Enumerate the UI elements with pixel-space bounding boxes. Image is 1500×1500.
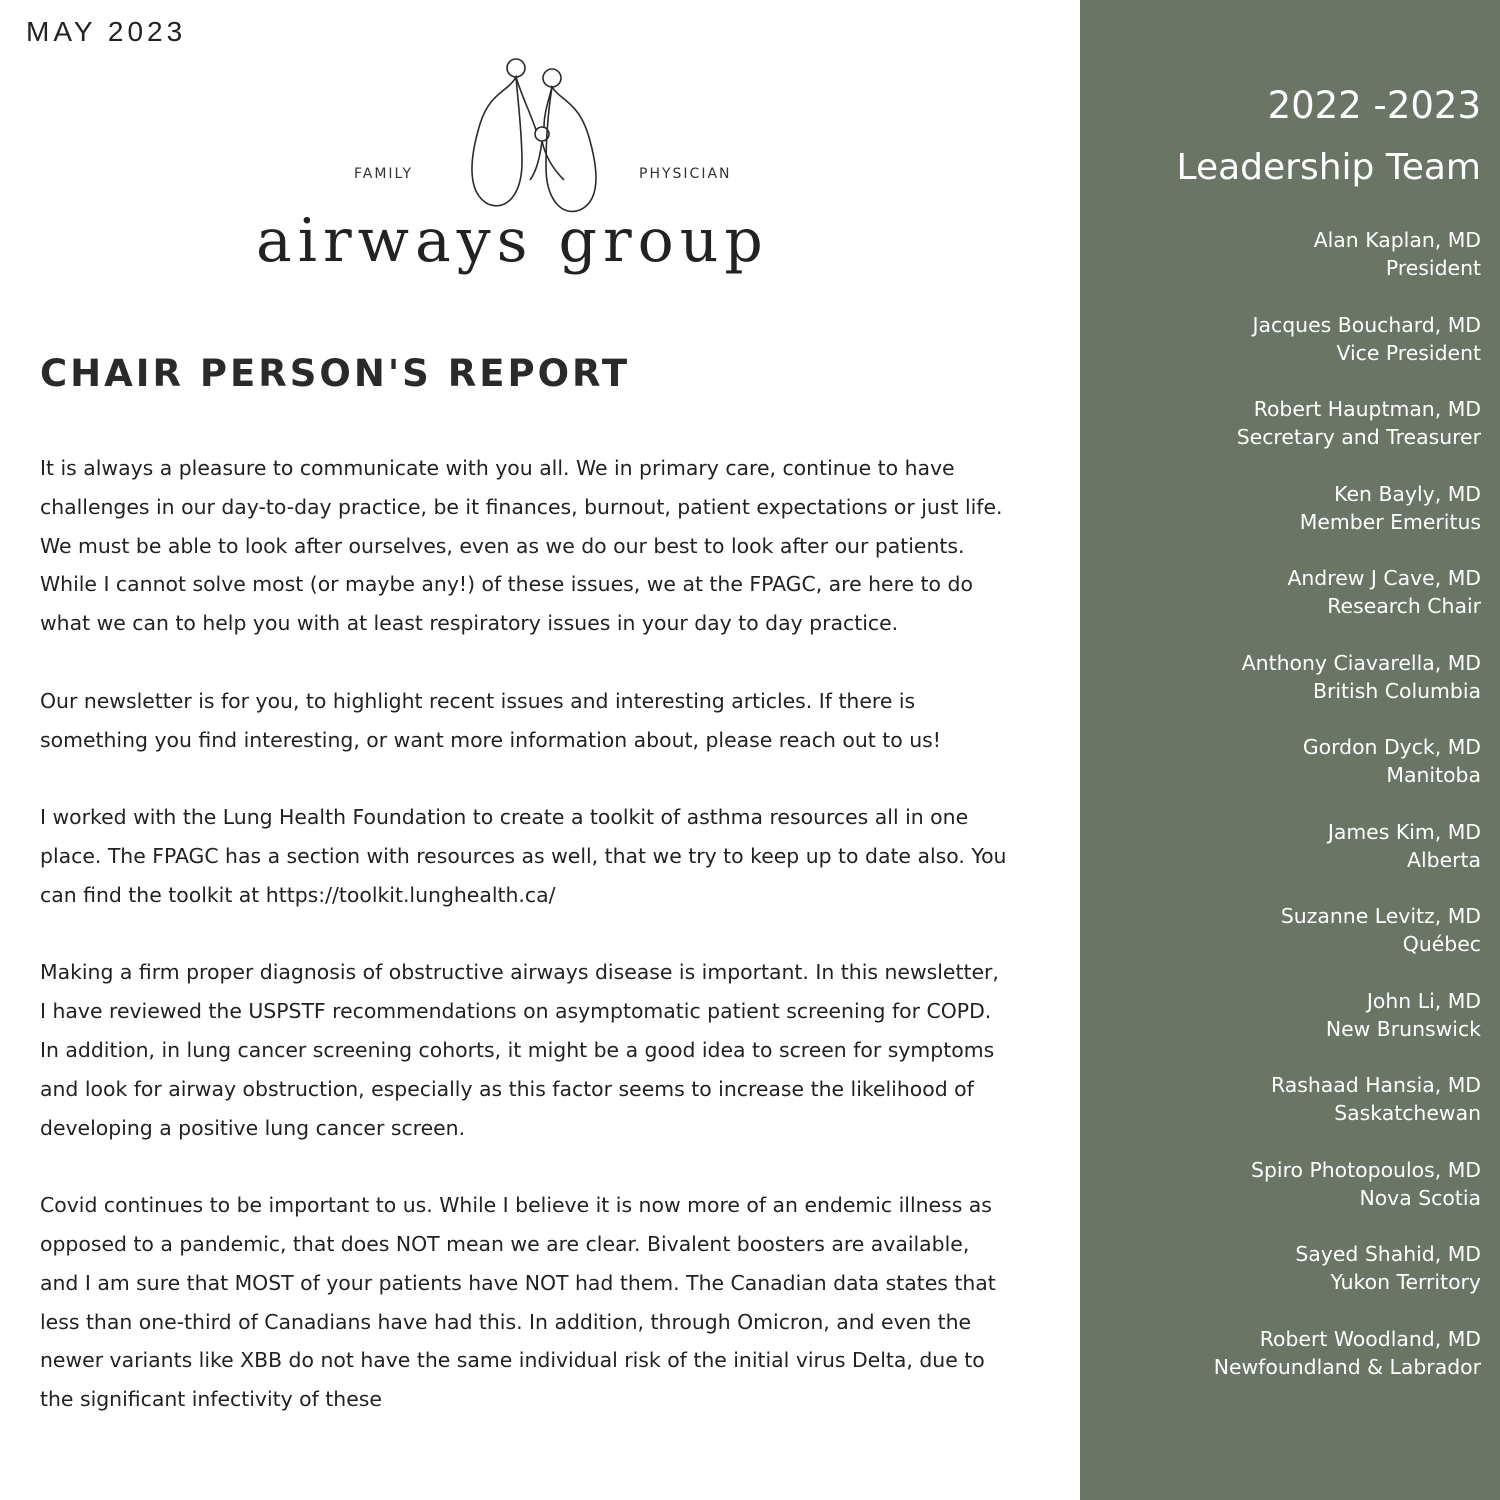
report-title: CHAIR PERSON'S REPORT	[40, 352, 631, 395]
leadership-member	[1091, 1156, 1481, 1212]
member-role: President	[1385, 256, 1481, 280]
member-name: Gordon Dyck, MD	[1302, 735, 1481, 759]
leadership-heading: Leadership Team	[1176, 147, 1481, 188]
member-name: Ken Bayly, MD	[1334, 481, 1481, 506]
logo-word-family: FAMILY	[354, 166, 414, 182]
member-name: Suzanne Levitz, MD	[1280, 904, 1481, 928]
lungs-logo-icon	[460, 52, 610, 217]
member-name: Rashaad Hansia, MD	[1271, 1073, 1481, 1097]
member-role: Research Chair	[1327, 594, 1481, 618]
report-paragraph: It is always a pleasure to communicate with you all. We in primary care, continue to have challenges in our day-to-day practice, be it finances, burnout, patient expectations or just life. We must be able to look after ourselves, even as we do our best to look after our patients. While I cannot solve most (or maybe any!) of these issues, we at the FPAGC, are here to do what we can to help you with at least respiratory issues in your day to day practice.	[40, 456, 1003, 636]
member-role: Manitoba	[1386, 763, 1481, 787]
logo-word-physician: PHYSICIAN	[639, 166, 732, 182]
member-name: Jacques Bouchard, MD	[1252, 312, 1481, 337]
report-section	[40, 352, 1008, 1458]
member-name: John Li, MD	[1366, 988, 1481, 1013]
logo-wordmark: airways group	[256, 206, 769, 276]
leadership-member	[1091, 480, 1481, 536]
issue-date: MAY 2023	[26, 16, 187, 47]
member-name: Anthony Ciavarella, MD	[1241, 650, 1481, 675]
leadership-member	[1091, 311, 1481, 367]
leadership-member	[1091, 1071, 1481, 1127]
leadership-member	[1091, 902, 1481, 958]
leadership-member	[1091, 987, 1481, 1043]
member-name: Robert Woodland, MD	[1259, 1326, 1481, 1351]
member-role: Vice President	[1336, 340, 1481, 365]
member-role: Secretary and Treasurer	[1236, 425, 1481, 449]
member-role: Alberta	[1407, 847, 1481, 872]
leadership-list	[1091, 82, 1481, 1409]
leadership-sidebar	[1080, 0, 1500, 1500]
leadership-member	[1091, 649, 1481, 705]
member-role: Nova Scotia	[1359, 1185, 1481, 1210]
member-role: Yukon Territory	[1330, 1270, 1481, 1294]
leadership-member	[1091, 226, 1481, 282]
member-role: Member Emeritus	[1299, 509, 1481, 534]
member-role: Saskatchewan	[1334, 1101, 1481, 1125]
report-paragraph: Making a firm proper diagnosis of obstructive airways disease is important. In this newsletter, I have reviewed the USPSTF recommendations on asymptomatic patient screening for COPD. In addition, in lung cancer screening cohorts, it might be a good idea to screen for symptoms and look for airway obstruction, especially as this factor seems to increase the likelihood of developing a positive lung cancer screen.	[40, 960, 999, 1140]
leadership-member	[1091, 1325, 1481, 1381]
member-role: New Brunswick	[1325, 1016, 1481, 1041]
leadership-member	[1091, 733, 1481, 789]
member-name: Andrew J Cave, MD	[1287, 566, 1481, 590]
member-role: British Columbia	[1313, 678, 1481, 703]
leadership-member	[1091, 395, 1481, 451]
leadership-member	[1091, 1240, 1481, 1296]
member-role: Newfoundland & Labrador	[1213, 1354, 1481, 1379]
leadership-years: 2022 -2023	[1267, 84, 1481, 127]
member-name: Sayed Shahid, MD	[1295, 1242, 1481, 1266]
member-name: Robert Hauptman, MD	[1253, 397, 1481, 421]
leadership-member	[1091, 818, 1481, 874]
member-name: Alan Kaplan, MD	[1313, 228, 1481, 252]
member-role: Québec	[1402, 932, 1481, 956]
report-paragraph: I worked with the Lung Health Foundation to create a toolkit of asthma resources all in one place. The FPAGC has a section with resources as well, that we try to keep up to date also. You can find the toolkit at https://toolkit.lunghealth.ca/	[40, 805, 1007, 907]
airways-group-logo	[250, 48, 830, 298]
report-paragraph: Our newsletter is for you, to highlight recent issues and interesting articles. If there is something you find interesting, or want more information about, please reach out to us!	[40, 688, 941, 752]
member-name: James Kim, MD	[1327, 819, 1481, 844]
leadership-member	[1091, 564, 1481, 620]
member-name: Spiro Photopoulos, MD	[1251, 1157, 1481, 1182]
report-paragraph: Covid continues to be important to us. While I believe it is now more of an endemic illness as opposed to a pandemic, that does NOT mean we are clear. Bivalent boosters are available, and I am sure that MOST of your patients have NOT had them. The Canadian data states that less than one-third of Canadians have had this. In addition, through Omicron, and even the newer variants like XBB do not have the same individual risk of the initial virus Delta, due to the significant infectivity of these	[40, 1193, 996, 1412]
